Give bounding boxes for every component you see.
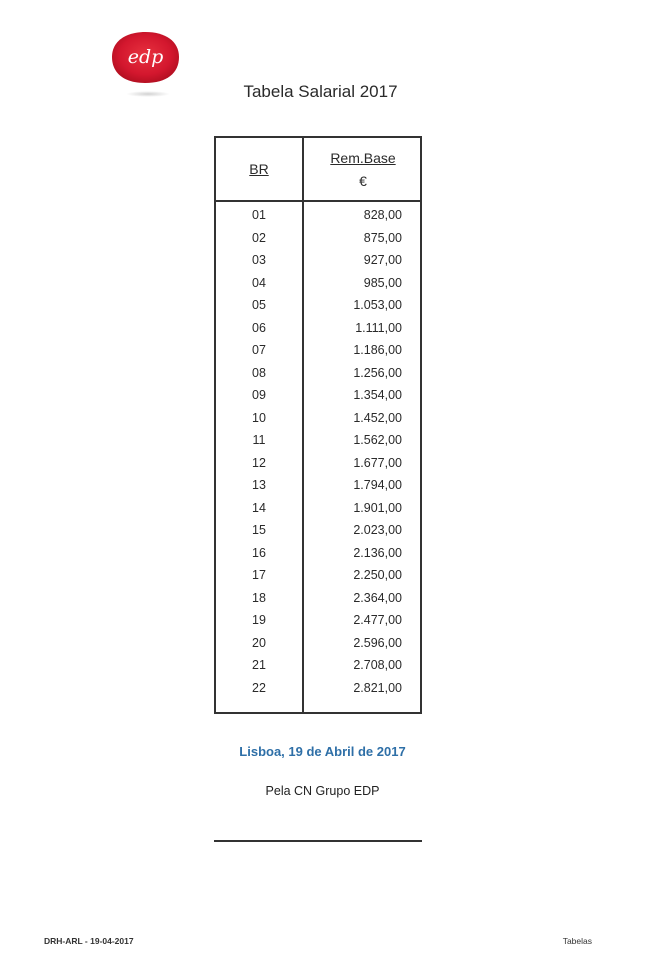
table-row bbox=[216, 497, 420, 520]
table-row bbox=[216, 452, 420, 475]
header-divider bbox=[216, 200, 420, 202]
cell-br: 05 bbox=[252, 298, 266, 312]
table-row bbox=[216, 677, 420, 700]
cell-br: 04 bbox=[252, 275, 266, 290]
table-row bbox=[216, 362, 420, 385]
table-row bbox=[216, 474, 420, 497]
salary-table bbox=[214, 136, 422, 714]
table-row bbox=[216, 384, 420, 407]
cell-br: 09 bbox=[252, 388, 266, 402]
table-row bbox=[216, 339, 420, 362]
table-row bbox=[216, 519, 420, 542]
cell-br: 08 bbox=[252, 365, 266, 380]
cell-rem-base: 1.452,00 bbox=[353, 410, 402, 425]
cell-rem-base: 2.821,00 bbox=[353, 680, 402, 695]
cell-rem-base: 1.186,00 bbox=[353, 343, 402, 357]
cell-br: 22 bbox=[252, 680, 266, 695]
cell-rem-base: 1.053,00 bbox=[353, 298, 402, 312]
cell-rem-base: 1.256,00 bbox=[353, 365, 402, 380]
logo-text: edp bbox=[127, 46, 164, 68]
table-row bbox=[216, 227, 420, 250]
cell-br: 11 bbox=[252, 433, 266, 447]
table-row bbox=[216, 632, 420, 655]
cell-br: 17 bbox=[252, 568, 266, 582]
cell-rem-base: 2.023,00 bbox=[353, 523, 402, 537]
cell-rem-base: 1.562,00 bbox=[353, 433, 402, 447]
cell-rem-base: 1.901,00 bbox=[353, 500, 402, 515]
table-row bbox=[216, 272, 420, 295]
cell-rem-base: 1.794,00 bbox=[353, 478, 402, 492]
cell-br: 18 bbox=[252, 590, 266, 605]
header-rem-base: Rem.Base bbox=[330, 150, 396, 166]
cell-br: 06 bbox=[252, 320, 266, 335]
cell-br: 02 bbox=[252, 230, 266, 245]
footer-section: Tabelas bbox=[562, 936, 592, 946]
cell-br: 07 bbox=[252, 343, 266, 357]
table-row bbox=[216, 249, 420, 272]
cell-rem-base: 2.250,00 bbox=[353, 568, 402, 582]
table-row bbox=[216, 564, 420, 587]
table-row bbox=[216, 294, 420, 317]
table-row bbox=[216, 317, 420, 340]
cell-br: 16 bbox=[252, 545, 266, 560]
cell-br: 10 bbox=[252, 410, 266, 425]
cell-rem-base: 2.136,00 bbox=[353, 545, 402, 560]
header-br: BR bbox=[249, 161, 269, 177]
cell-rem-base: 828,00 bbox=[363, 208, 402, 222]
cell-br: 01 bbox=[252, 208, 266, 222]
cell-rem-base: 985,00 bbox=[363, 275, 402, 290]
cell-br: 12 bbox=[252, 455, 266, 470]
signatory: Pela CN Grupo EDP bbox=[265, 784, 380, 798]
page-title: Tabela Salarial 2017 bbox=[243, 82, 398, 101]
cell-br: 20 bbox=[252, 635, 266, 650]
table-body bbox=[216, 204, 420, 699]
footer-reference: DRH-ARL - 19-04-2017 bbox=[44, 936, 134, 946]
cell-br: 13 bbox=[252, 478, 266, 492]
cell-rem-base: 927,00 bbox=[363, 253, 402, 267]
cell-rem-base: 1.111,00 bbox=[355, 320, 402, 335]
cell-br: 03 bbox=[252, 253, 266, 267]
cell-rem-base: 2.364,00 bbox=[353, 590, 402, 605]
cell-br: 15 bbox=[252, 523, 266, 537]
table-row bbox=[216, 204, 420, 227]
cell-rem-base: 2.596,00 bbox=[353, 635, 402, 650]
table-row bbox=[216, 654, 420, 677]
table-row bbox=[216, 609, 420, 632]
header-currency: € bbox=[359, 173, 367, 189]
cell-br: 21 bbox=[252, 658, 266, 672]
cell-rem-base: 1.677,00 bbox=[353, 455, 402, 470]
table-row bbox=[216, 587, 420, 610]
cell-rem-base: 1.354,00 bbox=[353, 388, 402, 402]
cell-rem-base: 2.477,00 bbox=[353, 613, 402, 627]
edp-logo bbox=[108, 30, 183, 85]
table-row bbox=[216, 407, 420, 430]
place-date: Lisboa, 19 de Abril de 2017 bbox=[239, 744, 406, 759]
signature-line bbox=[214, 840, 422, 842]
cell-rem-base: 2.708,00 bbox=[353, 658, 402, 672]
cell-br: 14 bbox=[252, 500, 266, 515]
cell-br: 19 bbox=[252, 613, 266, 627]
table-row bbox=[216, 429, 420, 452]
table-row bbox=[216, 542, 420, 565]
cell-rem-base: 875,00 bbox=[363, 230, 402, 245]
